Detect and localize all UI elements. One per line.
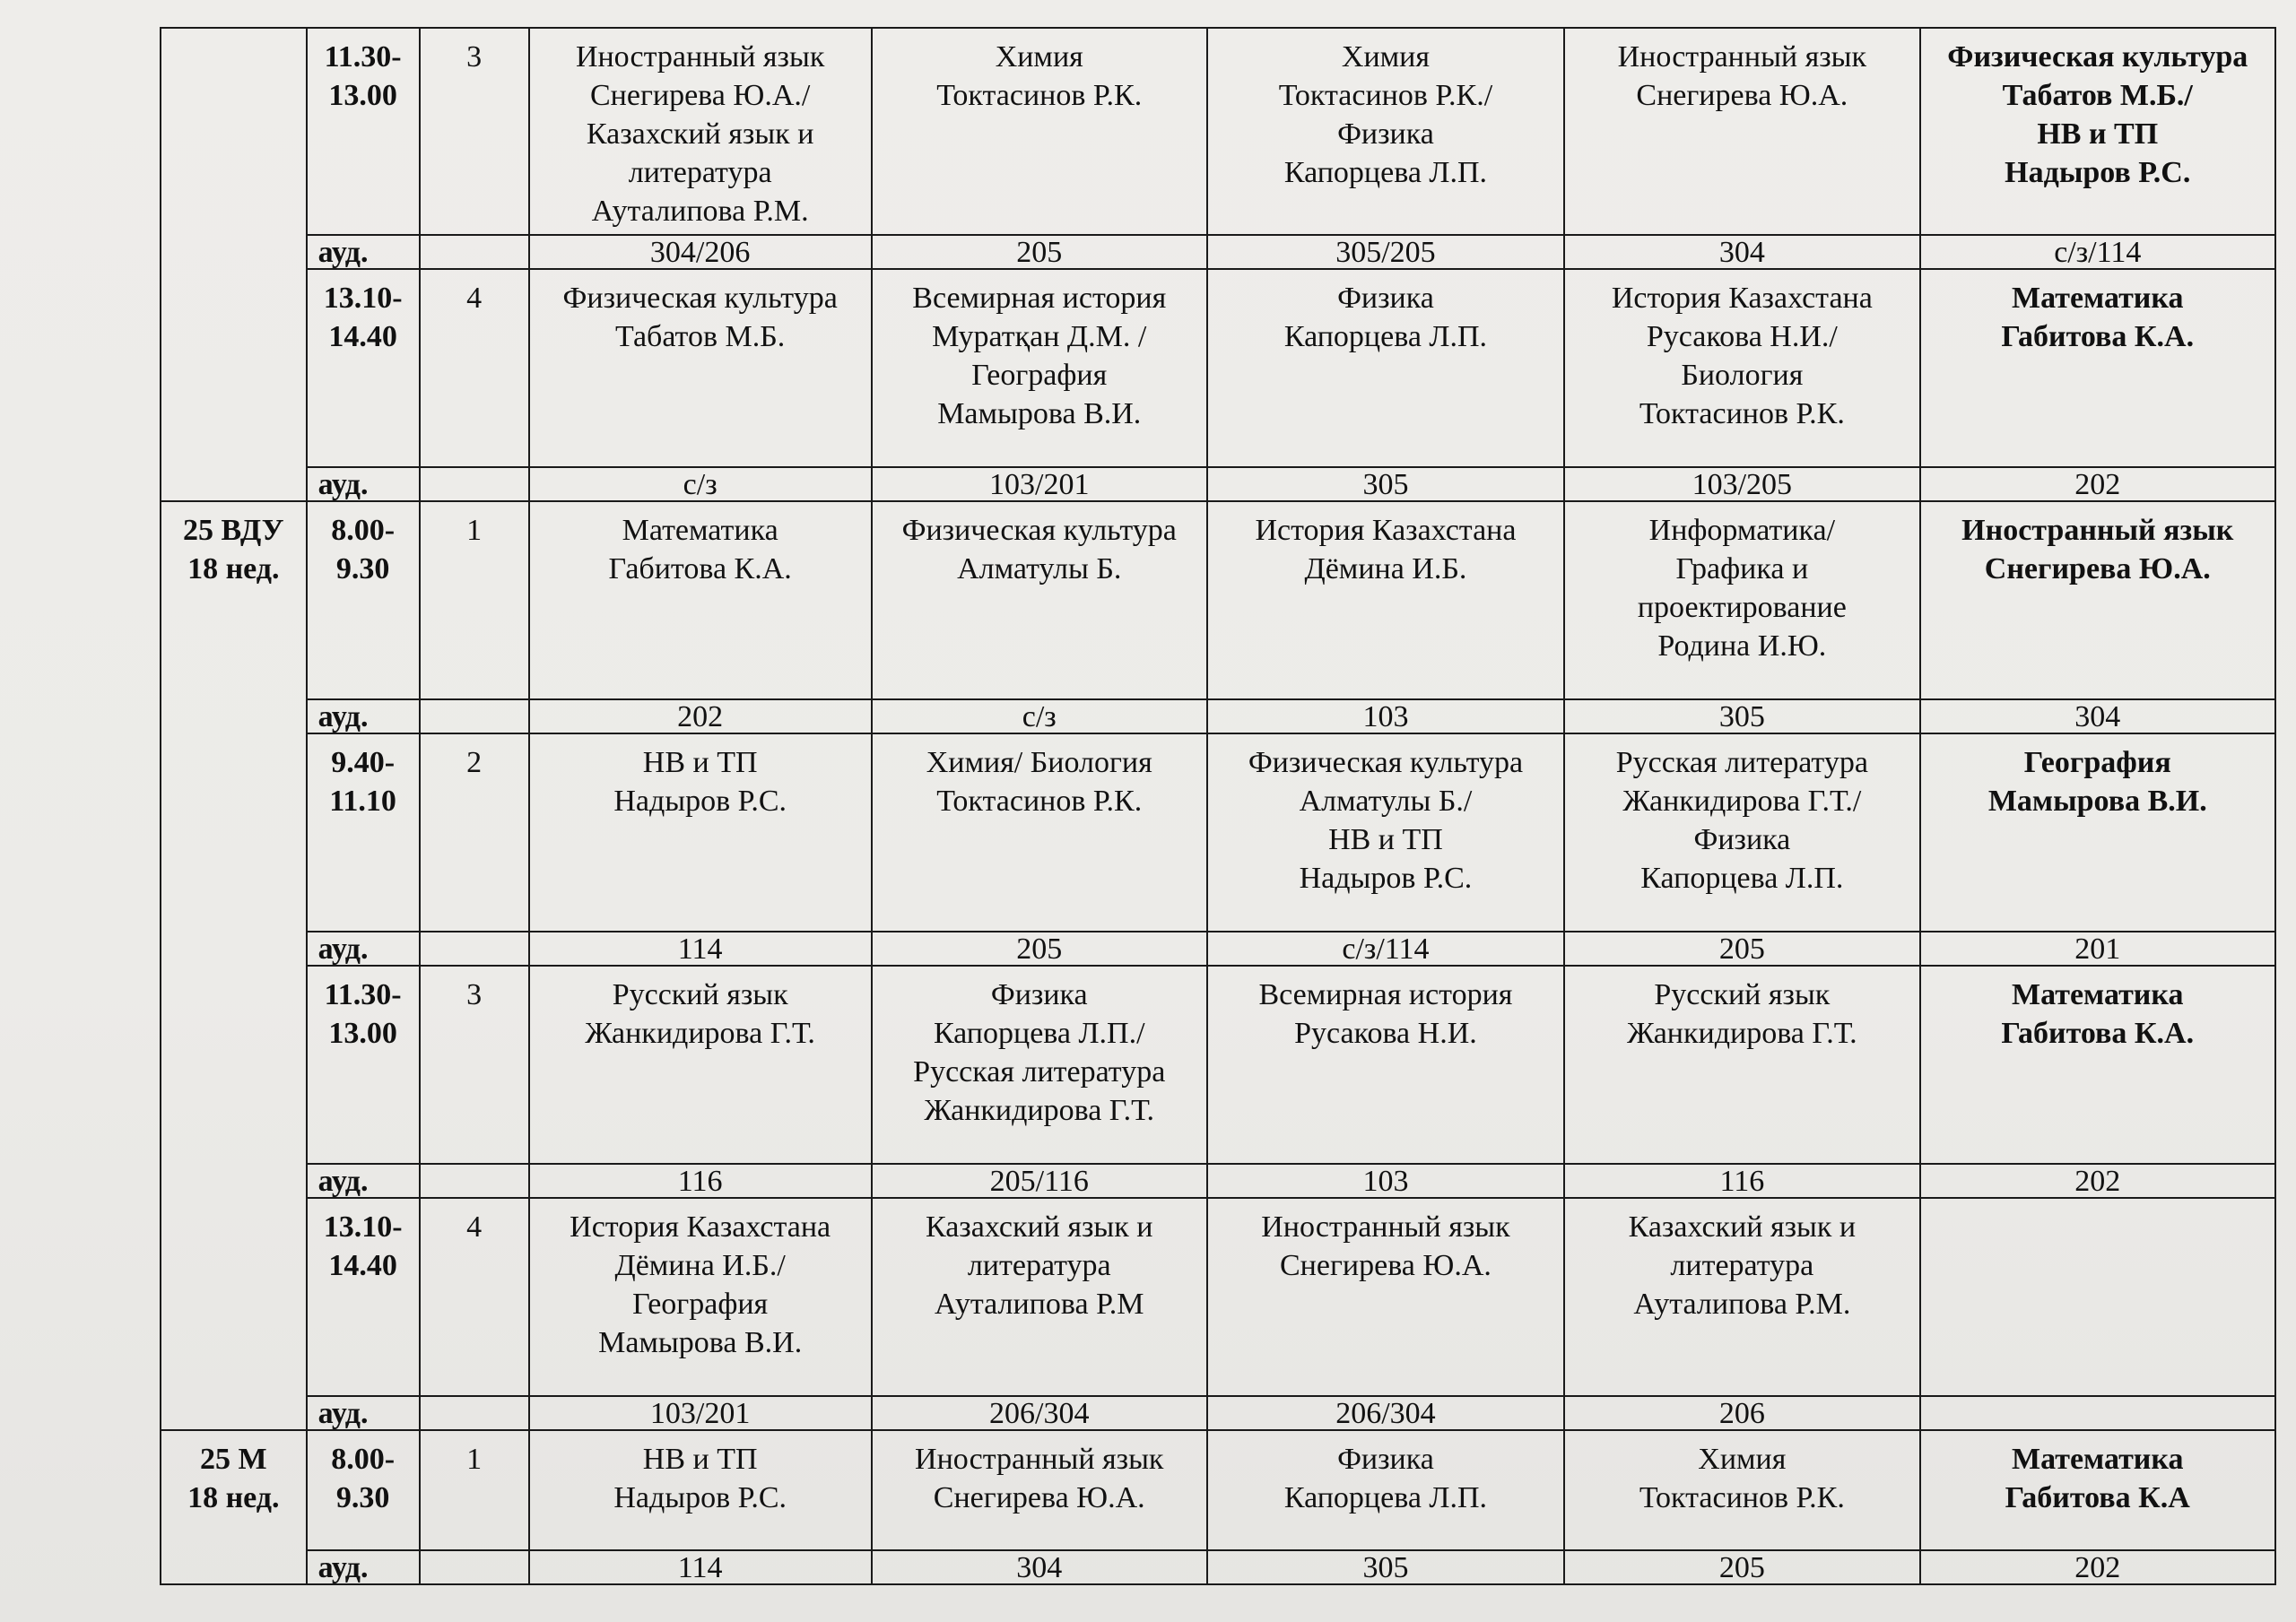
text-line: Физическая культура — [1248, 746, 1524, 779]
text-line: 13.00 — [328, 1017, 397, 1050]
text-line: 13.10- — [323, 1210, 403, 1244]
pair-row — [161, 1430, 2275, 1550]
room-number-cell: 202 — [1920, 467, 2275, 501]
room-number-cell: 103/201 — [529, 1396, 872, 1430]
room-number-cell: 206/304 — [872, 1396, 1207, 1430]
subject-cell — [872, 1198, 1207, 1396]
group-label-line: 25 ВДУ — [182, 514, 284, 547]
text-line: Токтасинов Р.К. — [1639, 1481, 1845, 1514]
text-line: 8.00- — [331, 1443, 396, 1476]
room-blank-cell — [420, 1550, 529, 1584]
text-line: литература — [1670, 1249, 1814, 1282]
text-line: Русакова Н.И. — [1294, 1017, 1477, 1050]
room-number-cell: 304/206 — [529, 235, 872, 269]
text-line: Табатов М.Б. — [615, 320, 786, 353]
subject-cell — [1207, 733, 1564, 932]
text-line: Русакова Н.И./ — [1646, 320, 1838, 353]
text-line: Муратқан Д.М. / — [932, 320, 1147, 353]
room-number-cell: 205 — [1564, 932, 1919, 966]
room-blank-cell — [420, 1164, 529, 1198]
text-line: НВ и ТП — [642, 1443, 758, 1476]
pair-row — [161, 1198, 2275, 1396]
subject-cell — [1920, 733, 2275, 932]
text-line: Жанкидирова Г.Т. — [924, 1094, 1154, 1127]
subject-cell — [1564, 501, 1919, 699]
room-label-cell: ауд. — [307, 1550, 420, 1584]
text-line: История Казахстана — [570, 1210, 831, 1244]
text-line: Капорцева Л.П./ — [933, 1017, 1145, 1050]
text-line: Физика — [990, 978, 1088, 1011]
text-line: Химия — [1698, 1443, 1787, 1476]
text-line: 14.40 — [328, 1249, 397, 1282]
text-line: Снегирева Ю.А. — [1984, 552, 2211, 585]
subject-cell — [529, 501, 872, 699]
text-line: Иностранный язык — [1617, 40, 1867, 74]
time-cell — [307, 501, 420, 699]
time-cell — [307, 966, 420, 1164]
time-cell — [307, 1430, 420, 1550]
group-cell — [161, 28, 307, 501]
text-line: Надыров Р.С. — [613, 1481, 787, 1514]
subject-cell — [1207, 28, 1564, 235]
text-line: Надыров Р.С. — [2005, 156, 2191, 189]
text-line: Дёмина И.Б. — [1304, 552, 1467, 585]
room-label-cell: ауд. — [307, 699, 420, 733]
room-blank-cell — [420, 235, 529, 269]
room-number-cell: 305 — [1564, 699, 1919, 733]
room-number-cell: 202 — [1920, 1550, 2275, 1584]
room-label-cell: ауд. — [307, 1396, 420, 1430]
room-number-cell: 205 — [1564, 1550, 1919, 1584]
text-line: Иностранный язык — [1961, 514, 2234, 547]
subject-cell — [872, 1430, 1207, 1550]
text-line: Алматулы Б./ — [1299, 785, 1473, 818]
subject-cell — [872, 269, 1207, 467]
text-line: История Казахстана — [1611, 282, 1873, 315]
subject-cell — [1564, 733, 1919, 932]
room-number-cell: 304 — [1564, 235, 1919, 269]
room-number-cell: 304 — [872, 1550, 1207, 1584]
text-line: Математика — [2012, 282, 2184, 315]
text-line: Химия — [995, 40, 1083, 74]
text-line: 11.30- — [324, 40, 402, 74]
subject-cell — [529, 966, 872, 1164]
pair-number-cell: 1 — [420, 1430, 529, 1550]
text-line: Капорцева Л.П. — [1640, 862, 1844, 895]
text-line: Русская литература — [1615, 746, 1868, 779]
subject-cell — [1564, 1198, 1919, 1396]
text-line: Математика — [622, 514, 778, 547]
text-line: Жанкидирова Г.Т. — [585, 1017, 815, 1050]
subject-cell — [1564, 966, 1919, 1164]
subject-cell — [1920, 501, 2275, 699]
text-line: Иностранный язык — [915, 1443, 1164, 1476]
text-line: Капорцева Л.П. — [1283, 1481, 1488, 1514]
text-line: Иностранный язык — [575, 40, 825, 74]
subject-cell — [529, 1430, 872, 1550]
text-line: Физическая культура — [901, 514, 1177, 547]
text-line: Токтасинов Р.К. — [936, 79, 1143, 112]
room-number-cell: с/з — [872, 699, 1207, 733]
room-number-cell: 116 — [1564, 1164, 1919, 1198]
text-line: Физика — [1337, 1443, 1434, 1476]
text-line: Биология — [1681, 359, 1804, 392]
subject-cell — [1564, 1430, 1919, 1550]
text-line: Алматулы Б. — [957, 552, 1122, 585]
room-row — [161, 1550, 2275, 1584]
subject-cell — [1207, 501, 1564, 699]
room-row — [161, 1396, 2275, 1430]
text-line: Ауталипова Р.М. — [591, 195, 809, 228]
text-line: Габитова К.А. — [2001, 1017, 2195, 1050]
subject-cell — [872, 28, 1207, 235]
text-line: Физика — [1693, 823, 1791, 856]
time-cell — [307, 1198, 420, 1396]
text-line: Всемирная история — [912, 282, 1167, 315]
text-line: Русская литература — [913, 1055, 1166, 1089]
room-blank-cell — [420, 699, 529, 733]
room-number-cell: 114 — [529, 1550, 872, 1584]
pair-number-cell: 2 — [420, 733, 529, 932]
room-number-cell: 201 — [1920, 932, 2275, 966]
text-line: Ауталипова Р.М — [935, 1288, 1144, 1321]
room-blank-cell — [420, 932, 529, 966]
text-line: Снегирева Ю.А./ — [589, 79, 811, 112]
room-label-cell: ауд. — [307, 467, 420, 501]
text-line: Физическая культура — [1947, 40, 2248, 74]
text-line: 11.30- — [324, 978, 402, 1011]
text-line: Снегирева Ю.А. — [933, 1481, 1145, 1514]
pair-number-cell: 4 — [420, 269, 529, 467]
subject-cell — [1920, 269, 2275, 467]
text-line: Родина И.Ю. — [1657, 629, 1827, 663]
pair-row — [161, 501, 2275, 699]
room-number-cell: 304 — [1920, 699, 2275, 733]
room-number-cell: 114 — [529, 932, 872, 966]
text-line: Математика — [2012, 978, 2184, 1011]
room-number-cell: 103/205 — [1564, 467, 1919, 501]
text-line: 8.00- — [331, 514, 396, 547]
text-line: НВ и ТП — [2037, 117, 2159, 151]
room-number-cell: с/з/114 — [1207, 932, 1564, 966]
text-line: Казахский язык и — [925, 1210, 1153, 1244]
room-label-cell: ауд. — [307, 235, 420, 269]
schedule-table — [160, 27, 2276, 1585]
text-line: Жанкидирова Г.Т./ — [1622, 785, 1862, 818]
text-line: География — [632, 1288, 769, 1321]
text-line: НВ и ТП — [1328, 823, 1443, 856]
pair-number-cell: 4 — [420, 1198, 529, 1396]
text-line: Токтасинов Р.К./ — [1278, 79, 1493, 112]
text-line: Мамырова В.И. — [937, 397, 1142, 430]
group-cell — [161, 1430, 307, 1584]
room-number-cell: 116 — [529, 1164, 872, 1198]
time-cell — [307, 28, 420, 235]
group-label-line: 18 нед. — [187, 1481, 280, 1514]
room-number-cell: с/з/114 — [1920, 235, 2275, 269]
room-number-cell: 305/205 — [1207, 235, 1564, 269]
text-line: 13.10- — [323, 282, 403, 315]
pair-row — [161, 966, 2275, 1164]
pair-number-cell: 3 — [420, 28, 529, 235]
text-line: Казахский язык и — [586, 117, 814, 151]
text-line: Физика — [1337, 117, 1434, 151]
subject-cell — [1920, 1430, 2275, 1550]
room-row — [161, 1164, 2275, 1198]
room-row — [161, 932, 2275, 966]
subject-cell — [872, 501, 1207, 699]
text-line: Графика и — [1675, 552, 1809, 585]
room-blank-cell — [420, 1396, 529, 1430]
room-number-cell: 305 — [1207, 1550, 1564, 1584]
text-line: Иностранный язык — [1261, 1210, 1510, 1244]
room-number-cell — [1920, 1396, 2275, 1430]
text-line: Снегирева Ю.А. — [1636, 79, 1848, 112]
subject-cell — [529, 1198, 872, 1396]
subject-cell — [1920, 966, 2275, 1164]
subject-cell — [529, 28, 872, 235]
text-line: Русский язык — [1654, 978, 1831, 1011]
text-line: Габитова К.А — [2005, 1481, 2190, 1514]
pair-number-cell: 3 — [420, 966, 529, 1164]
text-line: Математика — [2012, 1443, 2184, 1476]
pair-row — [161, 28, 2275, 235]
room-number-cell: 305 — [1207, 467, 1564, 501]
text-line: Надыров Р.С. — [1299, 862, 1473, 895]
text-line: Химия/ Биология — [926, 746, 1152, 779]
subject-cell — [1564, 28, 1919, 235]
text-line: литература — [967, 1249, 1111, 1282]
text-line: 9.30 — [335, 1481, 390, 1514]
text-line: География — [2023, 746, 2171, 779]
text-line: Казахский язык и — [1628, 1210, 1857, 1244]
group-cell — [161, 501, 307, 1430]
room-number-cell: 206/304 — [1207, 1396, 1564, 1430]
room-label-cell: ауд. — [307, 932, 420, 966]
text-line: Мамырова В.И. — [598, 1326, 803, 1359]
text-line: География — [971, 359, 1108, 392]
group-label-line: 25 М — [200, 1443, 267, 1476]
room-number-cell: 103 — [1207, 699, 1564, 733]
time-cell — [307, 733, 420, 932]
text-line: Жанкидирова Г.Т. — [1627, 1017, 1857, 1050]
text-line: 9.30 — [335, 552, 390, 585]
text-line: Всемирная история — [1258, 978, 1513, 1011]
subject-cell — [1207, 966, 1564, 1164]
text-line: Токтасинов Р.К. — [936, 785, 1143, 818]
subject-cell — [529, 733, 872, 932]
room-number-cell: 103/201 — [872, 467, 1207, 501]
text-line: 13.00 — [328, 79, 397, 112]
text-line: Капорцева Л.П. — [1283, 320, 1488, 353]
text-line: Снегирева Ю.А. — [1280, 1249, 1492, 1282]
text-line: Табатов М.Б./ — [2002, 79, 2193, 112]
text-line: Мамырова В.И. — [1987, 785, 2207, 818]
subject-cell — [529, 269, 872, 467]
room-label-cell: ауд. — [307, 1164, 420, 1198]
room-row — [161, 699, 2275, 733]
room-number-cell: 205 — [872, 932, 1207, 966]
text-line: 9.40- — [331, 746, 396, 779]
text-line: литература — [628, 156, 772, 189]
subject-cell — [1920, 28, 2275, 235]
text-line: Ауталипова Р.М. — [1633, 1288, 1851, 1321]
pair-number-cell: 1 — [420, 501, 529, 699]
pair-row — [161, 733, 2275, 932]
room-number-cell: 205 — [872, 235, 1207, 269]
room-number-cell: 202 — [529, 699, 872, 733]
text-line: Надыров Р.С. — [613, 785, 787, 818]
text-line: Физика — [1337, 282, 1434, 315]
group-label-line: 18 нед. — [187, 552, 280, 585]
subject-cell — [1207, 1198, 1564, 1396]
pair-row — [161, 269, 2275, 467]
room-row — [161, 235, 2275, 269]
subject-cell — [1207, 269, 1564, 467]
text-line: 14.40 — [328, 320, 397, 353]
text-line: Химия — [1341, 40, 1430, 74]
subject-cell — [1920, 1198, 2275, 1396]
text-line: проектирование — [1637, 591, 1847, 624]
text-line: Информатика/ — [1648, 514, 1836, 547]
text-line: Физическая культура — [562, 282, 838, 315]
room-row — [161, 467, 2275, 501]
room-number-cell: 202 — [1920, 1164, 2275, 1198]
subject-cell — [872, 733, 1207, 932]
time-cell — [307, 269, 420, 467]
text-line: История Казахстана — [1255, 514, 1517, 547]
subject-cell — [1564, 269, 1919, 467]
room-number-cell: 206 — [1564, 1396, 1919, 1430]
text-line: 11.10 — [329, 785, 396, 818]
room-number-cell: 205/116 — [872, 1164, 1207, 1198]
room-number-cell: с/з — [529, 467, 872, 501]
subject-cell — [1207, 1430, 1564, 1550]
subject-cell — [872, 966, 1207, 1164]
text-line: Дёмина И.Б./ — [614, 1249, 786, 1282]
text-line: НВ и ТП — [642, 746, 758, 779]
text-line: Капорцева Л.П. — [1283, 156, 1488, 189]
text-line: Габитова К.А. — [2001, 320, 2195, 353]
room-number-cell: 103 — [1207, 1164, 1564, 1198]
text-line: Токтасинов Р.К. — [1639, 397, 1845, 430]
text-line: Русский язык — [612, 978, 788, 1011]
room-blank-cell — [420, 467, 529, 501]
text-line: Габитова К.А. — [608, 552, 792, 585]
